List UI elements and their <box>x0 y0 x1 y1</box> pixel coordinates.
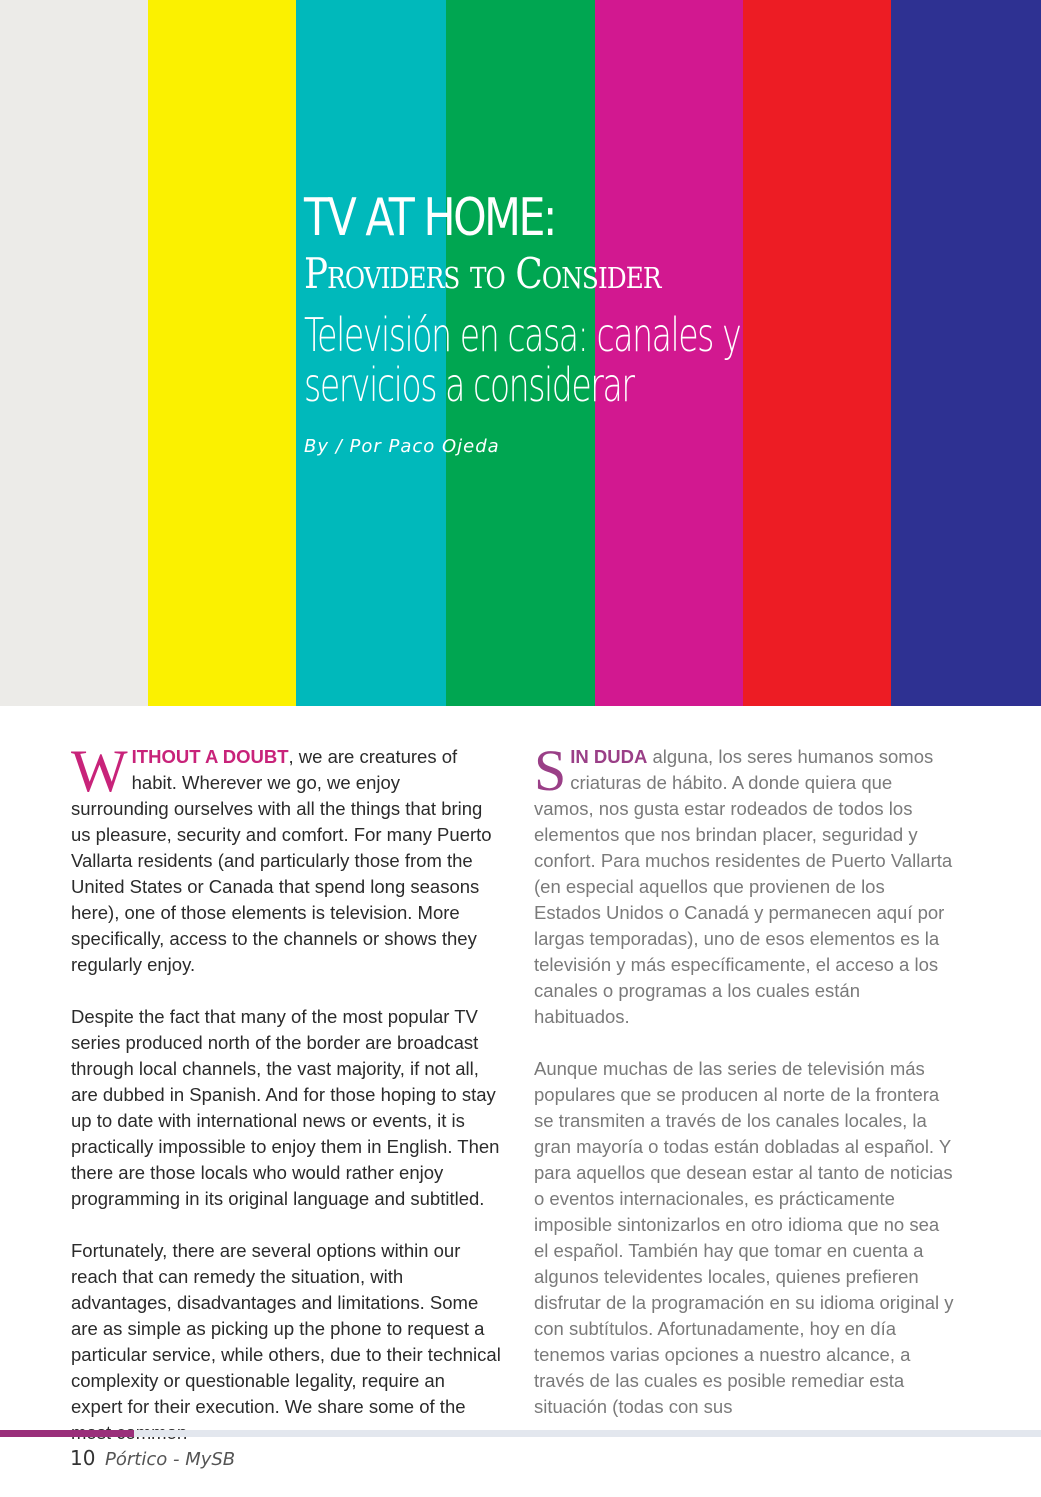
article-title-block <box>304 188 904 457</box>
english-paragraph-3: Fortunately, there are several options within our reach that can remedy the situation, with advantages, disadvantages and limitations. Some are as simple as picking up the phone to request a particular service, while others, due to their technical complexity or questionable legality, require an expert for their execution. We share some of the <box>71 1240 501 1417</box>
paragraph-text: , we are creatures of habit. Wherever we go, we enjoy surrounding ourselves with all the things that bring us pleasure, security and comfort. For many Puerto Vallarta residents (and particularly those from the United States or Canada that spend long seasons here), one of those elements is television. More specifically, access to the channels or shows they regularly enjoy. <box>71 746 492 975</box>
color-bar-gray <box>0 0 148 706</box>
footer-accent-rule <box>0 1430 134 1437</box>
spanish-paragraph-1 <box>534 738 954 1030</box>
spanish-paragraph-2: Aunque muchas de las series de televisión más populares que se producen al norte de la frontera se transmiten a través de los canales locales, la gran mayoría o todas están dobladas al español. Y para aquellos que desean estar al tanto de noticias o eventos internacionales, es prácticamente imposible sintonizarlos en otro idioma que no sea el español. También hay que tomar en cuenta a algunos televidentes locales, quienes prefieren disfrutar de la programación en su idioma original y con subtítulos. Afortunadamente, hoy en día tenemos varias opciones a nuestro alcance, a través de las cuales es posible remediar esta situación (todas con sus <box>534 1058 954 1417</box>
lead-in: IN DUDA <box>570 746 648 767</box>
dropcap: W <box>71 738 128 804</box>
color-bar-yellow <box>148 0 296 706</box>
article-subtitle: Providers to Consider <box>304 249 661 298</box>
spanish-column <box>534 738 954 1446</box>
page-number: 10 <box>70 1446 96 1470</box>
english-paragraph-2: Despite the fact that many of the most popular TV series produced north of the border are broadcast through local channels, the vast majority, if not all, are dubbed in Spanish. And for those hoping to stay up to date with international news or events, it is practically impossible to enjoy them in English. Then there are those locals who would rather enjoy programming in its original language and subtitled. <box>71 1006 500 1209</box>
dropcap: S <box>534 738 567 803</box>
publication-name: Pórtico - MySB <box>105 1449 236 1470</box>
paragraph-text: alguna, los seres humanos somos criaturas de hábito. A donde quiera que vamos, nos gusta estar rodeados de todos los elementos que nos brindan placer, seguridad y confort. Para muchos residentes de Puerto Vallarta (en especial aquellos que provienen de los Estados Unidos o Canadá y permanecen aquí por largas temporadas), uno de esos elementos es la televisión y más específicamente, el acceso a los canales o programas a los cuales están habituados. <box>534 746 953 1027</box>
lead-in: ITHOUT A DOUBT <box>131 746 289 767</box>
color-bar-blue <box>891 0 1041 706</box>
english-column <box>71 738 501 1472</box>
article-title: TV AT HOME: <box>304 188 555 248</box>
byline: By / Por Paco Ojeda <box>304 436 500 457</box>
footer-rule <box>134 1430 1041 1437</box>
english-paragraph-1 <box>71 738 501 978</box>
page-footer <box>70 1446 235 1471</box>
article-title-spanish: Televisión en casa: canales y servicios a considerar <box>304 308 741 412</box>
